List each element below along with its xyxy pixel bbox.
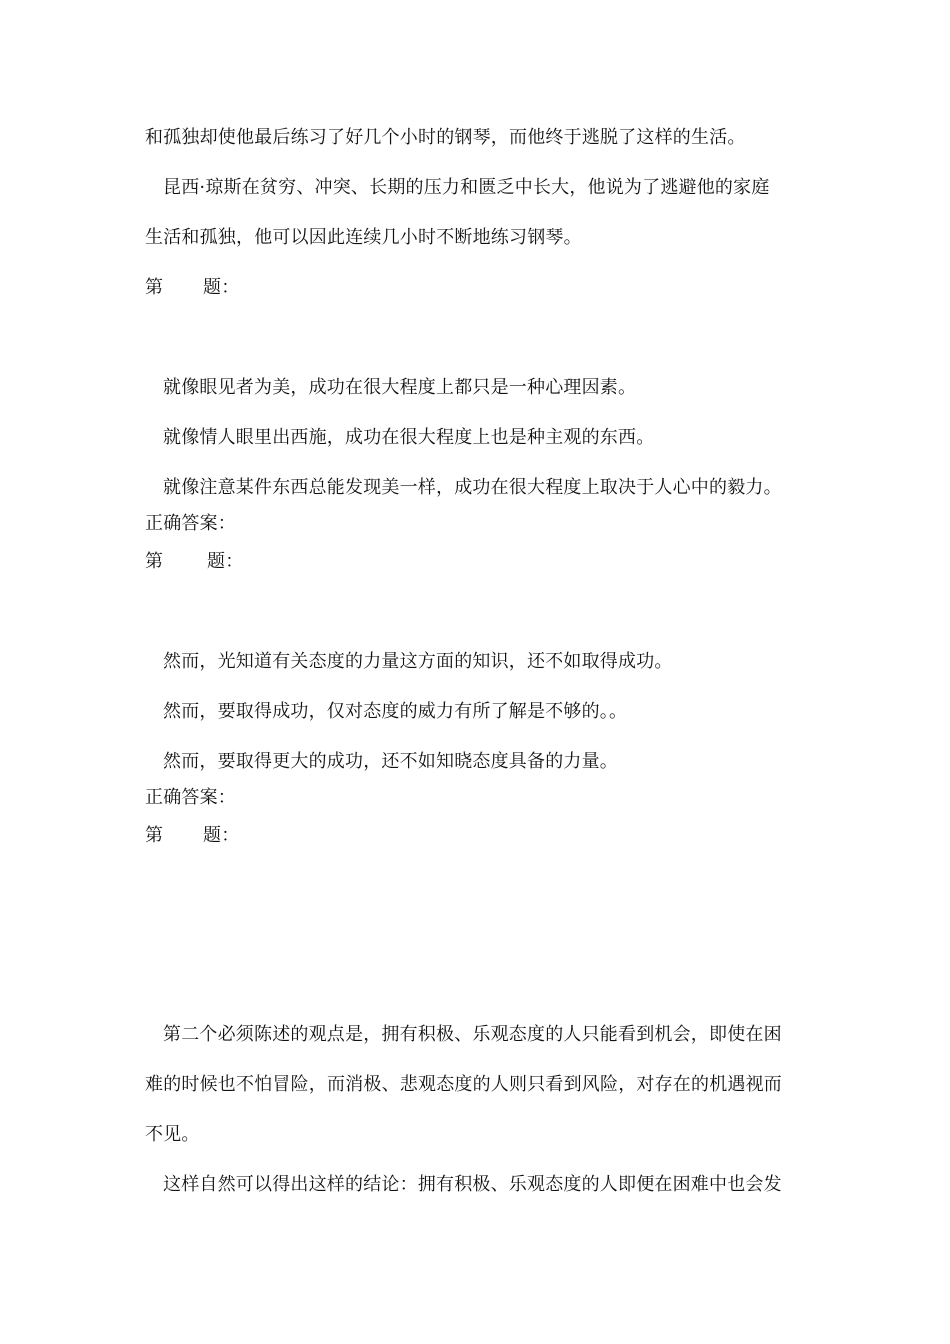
question-label-di: 第 bbox=[145, 825, 164, 846]
option-line: 然而，要取得更大的成功，还不如知晓态度具备的力量。 bbox=[163, 751, 618, 772]
question-label-ti: 题： bbox=[207, 551, 244, 572]
answer-label: 正确答案： bbox=[145, 787, 236, 808]
question-heading bbox=[145, 825, 239, 847]
question-heading bbox=[145, 551, 243, 573]
question-label-di: 第 bbox=[145, 551, 164, 572]
option-line: 就像眼见者为美，成功在很大程度上都只是一种心理因素。 bbox=[163, 377, 637, 398]
question-label-ti: 题： bbox=[203, 825, 240, 846]
option-line: 然而，光知道有关态度的力量这方面的知识，还不如取得成功。 bbox=[163, 651, 673, 672]
paragraph-line: 不见。 bbox=[145, 1124, 200, 1145]
question-heading bbox=[145, 277, 239, 299]
question-label-ti: 题： bbox=[203, 277, 240, 298]
answer-label: 正确答案： bbox=[145, 513, 236, 534]
paragraph-line: 第二个必须陈述的观点是，拥有积极、乐观态度的人只能看到机会，即使在困 bbox=[163, 1024, 782, 1045]
option-line: 然而，要取得成功，仅对态度的威力有所了解是不够的。。 bbox=[163, 701, 628, 722]
paragraph-line: 这样自然可以得出这样的结论：拥有积极、乐观态度的人即便在困难中也会发 bbox=[163, 1174, 782, 1195]
option-line: 就像注意某件东西总能发现美一样，成功在很大程度上取决于人心中的毅力。 bbox=[163, 477, 782, 498]
paragraph-line: 难的时候也不怕冒险，而消极、悲观态度的人则只看到风险，对存在的机遇视而 bbox=[145, 1074, 782, 1095]
option-line: 就像情人眼里出西施，成功在很大程度上也是种主观的东西。 bbox=[163, 427, 655, 448]
question-label-di: 第 bbox=[145, 277, 164, 298]
paragraph-line: 和孤独却使他最后练习了好几个小时的钢琴，而他终于逃脱了这样的生活。 bbox=[145, 127, 746, 148]
paragraph-line: 昆西·琼斯在贫穷、冲突、长期的压力和匮乏中长大，他说为了逃避他的家庭 bbox=[163, 177, 770, 198]
paragraph-line: 生活和孤独，他可以因此连续几小时不断地练习钢琴。 bbox=[145, 227, 582, 248]
